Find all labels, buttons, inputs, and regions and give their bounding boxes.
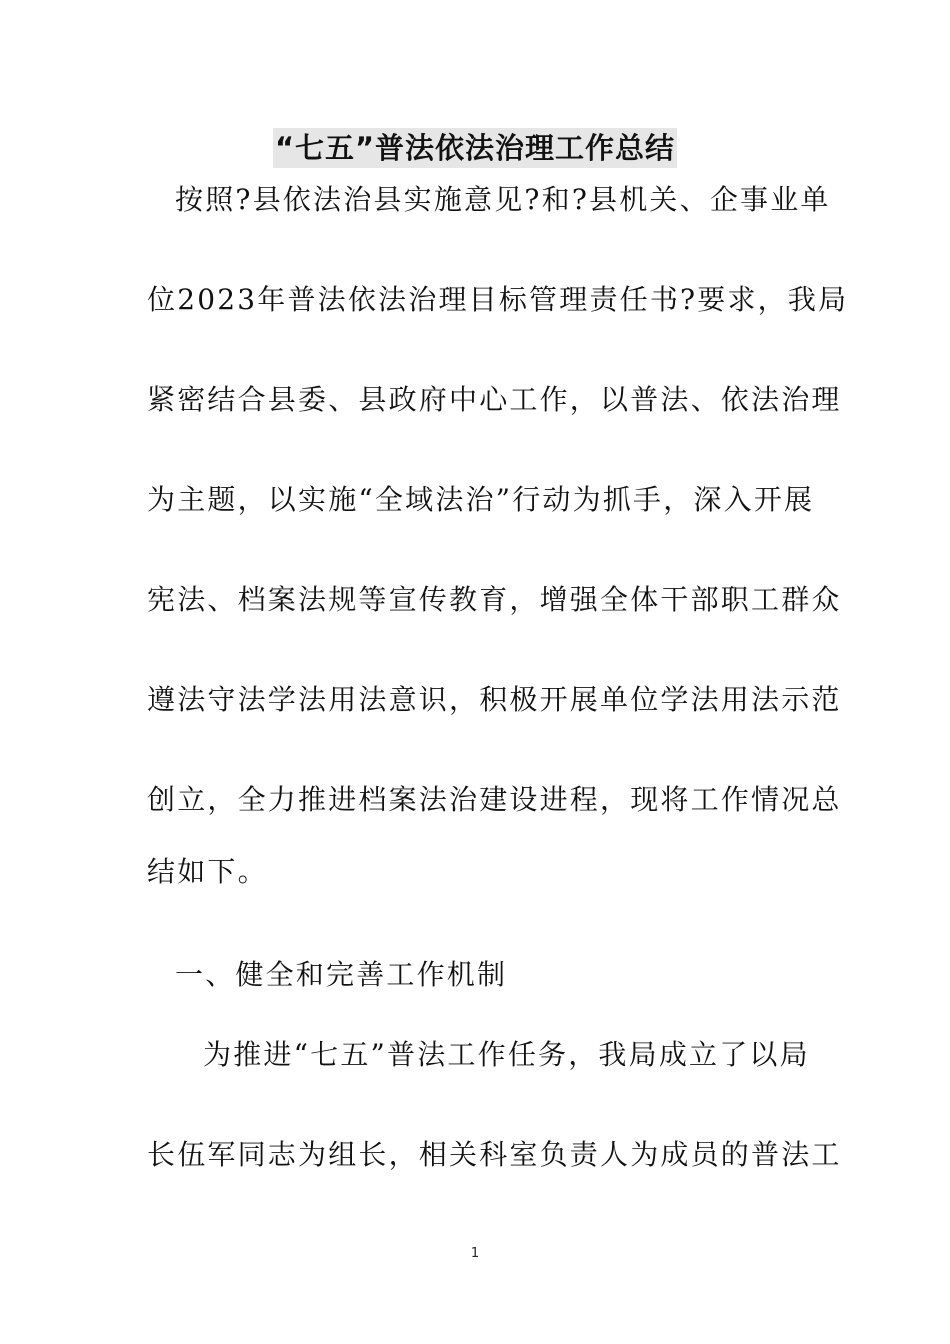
paragraph-line-8: 结如下。 <box>147 855 268 888</box>
paragraph-line-6: 遵法守法学法用法意识，积极开展单位学法用法示范 <box>147 683 842 716</box>
paragraph-line-2: 位2023年普法依法治理目标管理责任书?要求，我局 <box>147 283 849 316</box>
paragraph-2-line-2: 长伍军同志为组长，相关科室负责人为成员的普法工 <box>147 1138 842 1171</box>
paragraph-line-3: 紧密结合县委、县政府中心工作，以普法、依法治理 <box>147 383 842 416</box>
paragraph-line-4: 为主题，以实施“全域法治”行动为抓手，深入开展 <box>147 483 815 516</box>
title-container <box>0 128 950 168</box>
section-heading-1: 一、健全和完善工作机制 <box>175 958 508 991</box>
document-title: “七五”普法依法治理工作总结 <box>273 128 677 168</box>
paragraph-line-7: 创立，全力推进档案法治建设进程，现将工作情况总 <box>147 783 842 816</box>
page-number: 1 <box>470 1246 480 1261</box>
paragraph-2-line-1: 为推进“七五”普法工作任务，我局成立了以局 <box>203 1038 810 1071</box>
paragraph-line-5: 宪法、档案法规等宣传教育，增强全体干部职工群众 <box>147 583 842 616</box>
paragraph-line-1: 按照?县依法治县实施意见?和?县机关、企事业单 <box>175 183 831 216</box>
